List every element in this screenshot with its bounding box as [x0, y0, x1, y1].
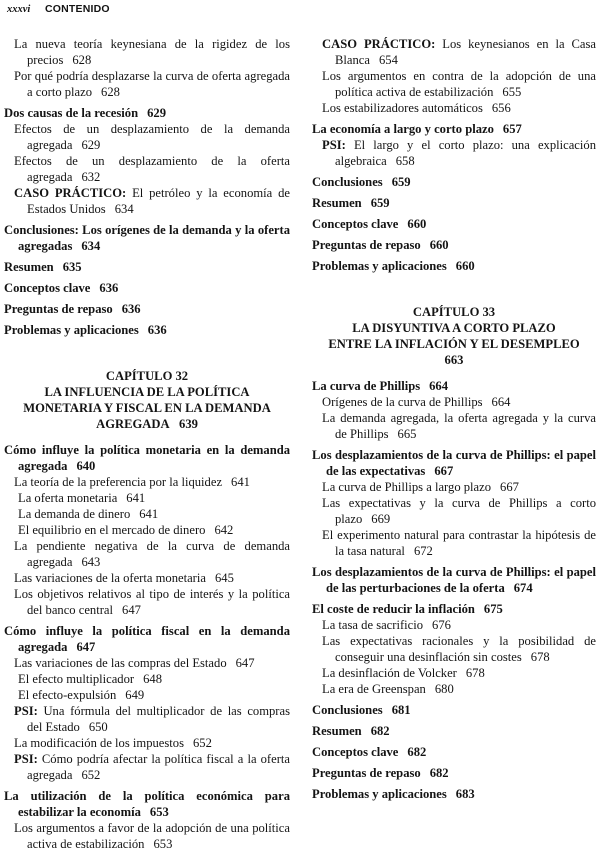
entry-title: Resumen — [312, 724, 362, 738]
toc-section-entry — [4, 280, 290, 296]
chapter-label: CAPÍTULO 32 — [105, 369, 189, 383]
toc-entry — [4, 185, 290, 217]
entry-page: 681 — [391, 703, 411, 717]
entry-title: La oferta monetaria — [18, 491, 118, 505]
chapter-title-line: MONETARIA Y FISCAL EN LA DEMANDA — [23, 401, 271, 415]
entry-title: Preguntas de repaso — [312, 766, 421, 780]
entry-page: 659 — [391, 175, 411, 189]
entry-page: 632 — [81, 170, 101, 184]
entry-page: 650 — [88, 720, 108, 734]
entry-page: 682 — [429, 766, 449, 780]
entry-page: 660 — [429, 238, 449, 252]
toc-entry — [4, 538, 290, 570]
toc-section-entry — [312, 237, 596, 253]
entry-page: 653 — [153, 837, 173, 851]
entry-title: Cómo influye la política fiscal en la demanda agregada — [4, 624, 290, 654]
entry-title: Conclusiones: Los orígenes de la demanda y la oferta agregadas — [4, 223, 290, 253]
toc-section-entry — [4, 788, 290, 820]
toc-entry — [4, 121, 290, 153]
toc-section-entry — [312, 174, 596, 190]
chapter-title-line: LA INFLUENCIA DE LA POLÍTICA — [44, 385, 250, 399]
entry-page: 660 — [407, 217, 427, 231]
entry-title: Efectos de un desplazamiento de la demanda agregada — [14, 122, 290, 152]
entry-page: 641 — [126, 491, 146, 505]
entry-title: La demanda agregada, la oferta agregada y la curva de Phillips — [322, 411, 596, 441]
toc-entry — [312, 617, 596, 633]
entry-page: 636 — [121, 302, 141, 316]
entry-title: La economía a largo y corto plazo — [312, 122, 494, 136]
toc-entry — [4, 671, 290, 687]
entry-title: Orígenes de la curva de Phillips — [322, 395, 483, 409]
entry-page: 676 — [432, 618, 451, 632]
left-column — [4, 36, 290, 852]
toc-entry — [4, 687, 290, 703]
entry-title: La era de Greenspan — [322, 682, 426, 696]
entry-page: 649 — [125, 688, 145, 702]
toc-entry — [4, 490, 290, 506]
entry-page: 678 — [530, 650, 550, 664]
toc-section-entry — [312, 258, 596, 274]
entry-title: La teoría de la preferencia por la liquidez — [14, 475, 223, 489]
entry-title: Resumen — [312, 196, 362, 210]
entry-title: Las variaciones de las compras del Estado — [14, 656, 227, 670]
toc-entry — [312, 527, 596, 559]
entry-title: El efecto-expulsión — [18, 688, 117, 702]
toc-section-entry — [312, 702, 596, 718]
entry-title: El petróleo y la economía de Estados Unidos — [27, 186, 290, 216]
entry-page: 647 — [235, 656, 255, 670]
entry-page: 656 — [491, 101, 511, 115]
entry-title: Los estabilizadores automáticos — [322, 101, 483, 115]
toc-section-entry — [4, 222, 290, 254]
entry-page: 647 — [76, 640, 96, 654]
entry-title: Efectos de un desplazamiento de la oferta agregada — [14, 154, 290, 184]
entry-page: 636 — [99, 281, 119, 295]
toc-section-entry — [4, 301, 290, 317]
entry-page: 655 — [502, 85, 522, 99]
entry-page: 642 — [214, 523, 234, 537]
entry-title: Cómo influye la política monetaria en la demanda agregada — [4, 443, 290, 473]
entry-page: 683 — [455, 787, 475, 801]
toc-section-entry — [312, 216, 596, 232]
toc-entry — [312, 137, 596, 169]
entry-page: 652 — [81, 768, 101, 782]
entry-label: PSI: — [14, 752, 42, 766]
entry-page: 680 — [434, 682, 454, 696]
entry-page: 675 — [483, 602, 503, 616]
entry-title: La curva de Phillips — [312, 379, 421, 393]
right-column — [312, 36, 596, 802]
entry-label: CASO PRÁCTICO: — [14, 186, 133, 200]
entry-page: 660 — [455, 259, 475, 273]
entry-title: Dos causas de la recesión — [4, 106, 139, 120]
toc-entry — [4, 68, 290, 100]
entry-title: El experimento natural para contrastar la hipótesis de la tasa natural — [322, 528, 596, 558]
toc-entry — [312, 681, 596, 697]
entry-page: 640 — [76, 459, 96, 473]
entry-page: 628 — [101, 85, 120, 99]
entry-title: El largo y el corto plazo: una explicación algebraica — [335, 138, 596, 168]
chapter-title-line: AGREGADA — [96, 417, 170, 431]
chapter-31-tail — [4, 36, 290, 338]
entry-title: Los keynesianos en la Casa Blanca — [335, 37, 596, 67]
entry-title: Cómo podría afectar la política fiscal a la oferta agregada — [27, 752, 290, 782]
toc-entry — [4, 522, 290, 538]
chapter-32-entries — [4, 442, 290, 852]
toc-section-entry — [312, 564, 596, 596]
entry-page: 659 — [370, 196, 390, 210]
entry-title: Las expectativas racionales y la posibilidad de conseguir una desinflación sin costes — [322, 634, 596, 664]
entry-title: La tasa de sacrificio — [322, 618, 424, 632]
toc-section-entry — [4, 623, 290, 655]
entry-page: 658 — [395, 154, 415, 168]
entry-page: 682 — [370, 724, 390, 738]
toc-entry — [4, 474, 290, 490]
toc-section-entry — [4, 322, 290, 338]
entry-title: Las expectativas y la curva de Phillips a corto plazo — [322, 496, 596, 526]
entry-page: 678 — [465, 666, 485, 680]
entry-label: CASO PRÁCTICO: — [322, 37, 443, 51]
entry-title: La utilización de la política económica para estabilizar la economía — [4, 789, 290, 819]
entry-page: 645 — [214, 571, 234, 585]
toc-entry — [312, 36, 596, 68]
entry-title: Conclusiones — [312, 175, 383, 189]
toc-section-entry — [312, 765, 596, 781]
chapter-33-heading — [312, 304, 596, 368]
entry-title: La curva de Phillips a largo plazo — [322, 480, 492, 494]
entry-title: El equilibrio en el mercado de dinero — [18, 523, 206, 537]
entry-page: 667 — [500, 480, 519, 494]
toc-section-entry — [4, 442, 290, 474]
toc-section-entry — [4, 105, 290, 121]
running-title: CONTENIDO — [44, 3, 110, 15]
entry-page: 664 — [429, 379, 449, 393]
toc-section-entry — [312, 786, 596, 802]
toc-section-entry — [4, 259, 290, 275]
toc-entry — [312, 68, 596, 100]
page-number: xxxvi — [7, 4, 31, 15]
entry-page: 647 — [122, 603, 141, 617]
toc-entry — [312, 665, 596, 681]
entry-title: El efecto multiplicador — [18, 672, 135, 686]
toc-entry — [4, 586, 290, 618]
toc-entry — [312, 100, 596, 116]
entry-page: 641 — [231, 475, 250, 489]
entry-title: Problemas y aplicaciones — [312, 259, 447, 273]
toc-entry — [4, 751, 290, 783]
entry-page: 654 — [378, 53, 398, 67]
entry-page: 657 — [502, 122, 522, 136]
toc-section-entry — [312, 195, 596, 211]
entry-title: La desinflación de Volcker — [322, 666, 457, 680]
entry-title: Preguntas de repaso — [312, 238, 421, 252]
toc-entry — [4, 655, 290, 671]
entry-title: Los objetivos relativos al tipo de interés y la política del banco central — [14, 587, 290, 617]
entry-page: 634 — [114, 202, 134, 216]
entry-title: Los argumentos a favor de la adopción de una política activa de estabilización — [14, 821, 290, 851]
toc-entry — [4, 153, 290, 185]
toc-entry — [4, 570, 290, 586]
toc-entry — [312, 410, 596, 442]
entry-title: Problemas y aplicaciones — [312, 787, 447, 801]
toc-section-entry — [312, 447, 596, 479]
entry-title: El coste de reducir la inflación — [312, 602, 475, 616]
entry-title: Conclusiones — [312, 703, 383, 717]
entry-title: Conceptos clave — [312, 745, 399, 759]
toc-section-entry — [312, 121, 596, 137]
entry-title: Las variaciones de la oferta monetaria — [14, 571, 206, 585]
toc-entry — [4, 36, 290, 68]
entry-page: 664 — [491, 395, 511, 409]
entry-page: 665 — [397, 427, 417, 441]
entry-page: 669 — [371, 512, 391, 526]
chapter-32-heading — [4, 368, 290, 432]
entry-page: 682 — [407, 745, 427, 759]
toc-entry — [312, 394, 596, 410]
entry-page: 643 — [81, 555, 101, 569]
entry-page: 634 — [81, 239, 101, 253]
entry-page: 635 — [62, 260, 82, 274]
entry-title: Preguntas de repaso — [4, 302, 113, 316]
entry-title: Los desplazamientos de la curva de Phillips: el papel de las perturbaciones de la oferta — [312, 565, 596, 595]
entry-title: La demanda de dinero — [18, 507, 131, 521]
entry-title: Conceptos clave — [312, 217, 399, 231]
chapter-title-line: LA DISYUNTIVA A CORTO PLAZO — [352, 321, 556, 335]
entry-title: Conceptos clave — [4, 281, 91, 295]
entry-title: Resumen — [4, 260, 54, 274]
entry-page: 672 — [413, 544, 433, 558]
toc-section-entry — [312, 378, 596, 394]
entry-page: 653 — [149, 805, 169, 819]
toc-entry — [312, 495, 596, 527]
chapter-title-line: ENTRE LA INFLACIÓN Y EL DESEMPLEO — [328, 337, 580, 351]
entry-title: La pendiente negativa de la curva de demanda agregada — [14, 539, 290, 569]
entry-page: 629 — [81, 138, 101, 152]
entry-page: 641 — [139, 507, 159, 521]
toc-entry — [312, 633, 596, 665]
toc-entry — [4, 820, 290, 852]
entry-title: Una fórmula del multiplicador de las compras del Estado — [27, 704, 290, 734]
toc-entry — [4, 735, 290, 751]
entry-page: 648 — [143, 672, 162, 686]
toc-section-entry — [312, 744, 596, 760]
entry-title: La nueva teoría keynesiana de la rigidez de los precios — [14, 37, 290, 67]
entry-label: PSI: — [322, 138, 354, 152]
chapter-page: 639 — [179, 417, 198, 431]
toc-section-entry — [312, 601, 596, 617]
chapter-32-tail — [312, 36, 596, 274]
entry-title: Los desplazamientos de la curva de Phillips: el papel de las expectativas — [312, 448, 596, 478]
entry-page: 636 — [147, 323, 167, 337]
entry-page: 652 — [192, 736, 212, 750]
entry-title: Problemas y aplicaciones — [4, 323, 139, 337]
entry-page: 629 — [147, 106, 166, 120]
toc-entry — [312, 479, 596, 495]
entry-page: 667 — [434, 464, 454, 478]
entry-title: Los argumentos en contra de la adopción de una política activa de estabilización — [322, 69, 596, 99]
chapter-33-entries — [312, 378, 596, 802]
entry-page: 674 — [513, 581, 533, 595]
page-header — [7, 3, 110, 15]
entry-title: Por qué podría desplazarse la curva de oferta agregada a corto plazo — [14, 69, 290, 99]
entry-page: 628 — [72, 53, 92, 67]
chapter-page: 663 — [444, 353, 464, 367]
chapter-label: CAPÍTULO 33 — [412, 305, 496, 319]
entry-label: PSI: — [14, 704, 44, 718]
entry-title: La modificación de los impuestos — [14, 736, 184, 750]
toc-entry — [4, 703, 290, 735]
toc-section-entry — [312, 723, 596, 739]
toc-entry — [4, 506, 290, 522]
